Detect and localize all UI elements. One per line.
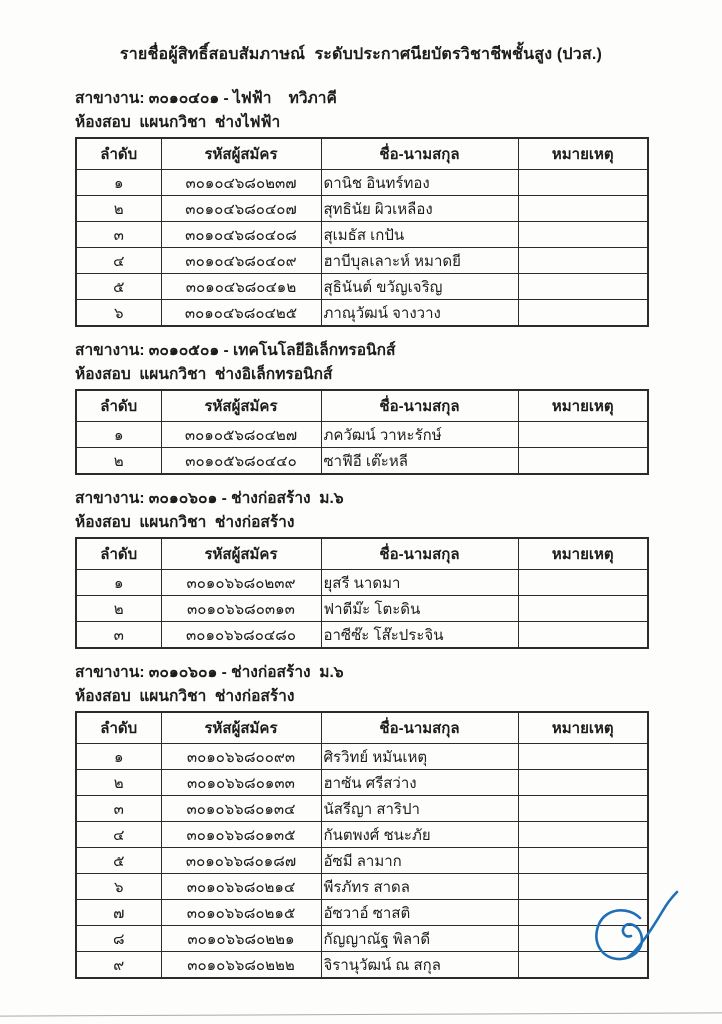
cell-remark [518,622,648,649]
cell-order-number: ๑ [76,744,161,770]
candidate-section [75,661,647,979]
table-header-row [76,538,648,570]
exam-room-label: ห้องสอบ แผนกวิชา ช่างไฟฟ้า [75,114,281,131]
cell-full-name: ศิรวิทย์ หมันเหตุ [321,744,518,770]
table-body [76,422,648,475]
cell-remark [518,300,648,327]
column-header-no: ลำดับ [76,138,161,170]
cell-applicant-code: ๓๐๑๐๖๖๘๐๒๒๑ [161,926,321,952]
cell-full-name: ฮาบีบุลเลาะห์ หมาดยี [321,248,518,274]
cell-full-name: ฮาซัน ศรีสว่าง [321,770,518,796]
cell-remark [518,222,648,248]
table-row [76,874,648,900]
cell-order-number: ๒ [76,196,161,222]
cell-order-number: ๒ [76,770,161,796]
cell-applicant-code: ๓๐๑๐๕๖๘๐๔๒๗ [161,422,321,448]
exam-room-label: ห้องสอบ แผนกวิชา ช่างอิเล็กทรอนิกส์ [75,366,333,383]
column-header-code: รหัสผู้สมัคร [161,712,321,744]
cell-order-number: ๑ [76,422,161,448]
table-header [76,138,648,170]
column-header-name: ชื่อ-นามสกุล [321,138,518,170]
table-row [76,196,648,222]
candidate-table [75,137,649,327]
table-body [76,744,648,979]
table-row [76,448,648,475]
cell-applicant-code: ๓๐๑๐๔๖๘๐๔๐๗ [161,196,321,222]
table-row [76,822,648,848]
table-row [76,770,648,796]
document-content [0,87,722,979]
page-title: รายชื่อผู้สิทธิ์สอบสัมภาษณ์ ระดับประกาศนียบัตรวิชาชีพชั้นสูง (ปวส.) [119,46,603,63]
table-body [76,570,648,649]
table-row [76,744,648,770]
cell-order-number: ๑ [76,170,161,196]
column-header-note: หมายเหตุ [518,138,648,170]
column-header-code: รหัสผู้สมัคร [161,390,321,422]
cell-order-number: ๖ [76,300,161,327]
cell-remark [518,848,648,874]
table-row [76,274,648,300]
cell-applicant-code: ๓๐๑๐๖๖๘๐๑๓๓ [161,770,321,796]
cell-order-number: ๕ [76,848,161,874]
table-header-row [76,138,648,170]
exam-room-label: ห้องสอบ แผนกวิชา ช่างก่อสร้าง [75,514,295,531]
cell-applicant-code: ๓๐๑๐๔๖๘๐๒๓๗ [161,170,321,196]
cell-remark [518,170,648,196]
cell-order-number: ๙ [76,952,161,979]
table-header [76,712,648,744]
cell-order-number: ๓ [76,622,161,649]
cell-full-name: กัญญาณัฐ พิลาดี [321,926,518,952]
cell-remark [518,952,648,979]
column-header-name: ชื่อ-นามสกุล [321,390,518,422]
table-header-row [76,390,648,422]
cell-full-name: ภควัฒน์ วาหะรักษ์ [321,422,518,448]
column-header-note: หมายเหตุ [518,712,648,744]
cell-applicant-code: ๓๐๑๐๖๖๘๐๒๒๒ [161,952,321,979]
scan-bottom-edge [0,1012,722,1016]
cell-remark [518,422,648,448]
cell-full-name: ยุสรี นาดมา [321,570,518,596]
cell-full-name: สุทธินัย ผิวเหลือง [321,196,518,222]
cell-applicant-code: ๓๐๑๐๖๖๘๐๒๓๙ [161,570,321,596]
cell-order-number: ๖ [76,874,161,900]
cell-applicant-code: ๓๐๑๐๖๖๘๐๒๑๔ [161,874,321,900]
candidate-section [75,339,647,475]
cell-applicant-code: ๓๐๑๐๖๖๘๐๑๓๔ [161,796,321,822]
cell-full-name: ซาฟีอี เต๊ะหลี [321,448,518,475]
candidate-table [75,711,649,979]
cell-remark [518,900,648,926]
cell-remark [518,822,648,848]
table-row [76,422,648,448]
program-label: สาขางาน: ๓๐๑๐๖๐๑ - ช่างก่อสร้าง ม.๖ [75,490,344,507]
cell-full-name: กันตพงศ์ ชนะภัย [321,822,518,848]
table-row [76,222,648,248]
cell-applicant-code: ๓๐๑๐๔๖๘๐๔๐๙ [161,248,321,274]
cell-remark [518,926,648,952]
cell-full-name: สุธินันต์ ขวัญเจริญ [321,274,518,300]
table-row [76,848,648,874]
table-row [76,926,648,952]
table-row [76,596,648,622]
cell-remark [518,248,648,274]
cell-order-number: ๓ [76,796,161,822]
table-header [76,390,648,422]
cell-order-number: ๗ [76,900,161,926]
table-row [76,570,648,596]
candidate-table [75,389,649,475]
cell-remark [518,274,648,300]
table-header-row [76,712,648,744]
cell-full-name: นัสรีญา สาริปา [321,796,518,822]
cell-order-number: ๔ [76,248,161,274]
cell-applicant-code: ๓๐๑๐๖๖๘๐๐๙๓ [161,744,321,770]
cell-remark [518,874,648,900]
table-row [76,900,648,926]
sections [75,87,647,979]
table-row [76,248,648,274]
cell-order-number: ๓ [76,222,161,248]
cell-applicant-code: ๓๐๑๐๔๖๘๐๔๒๕ [161,300,321,327]
cell-order-number: ๒ [76,596,161,622]
cell-remark [518,570,648,596]
column-header-name: ชื่อ-นามสกุล [321,538,518,570]
cell-full-name: ดานิช อินทร์ทอง [321,170,518,196]
cell-remark [518,770,648,796]
table-row [76,300,648,327]
program-label: สาขางาน: ๓๐๑๐๕๐๑ - เทคโนโลยีอิเล็กทรอนิกส์ [75,342,396,359]
column-header-code: รหัสผู้สมัคร [161,138,321,170]
column-header-code: รหัสผู้สมัคร [161,538,321,570]
program-label: สาขางาน: ๓๐๑๐๔๐๑ - ไฟฟ้า ทวิภาคี [75,90,337,107]
cell-applicant-code: ๓๐๑๐๕๖๘๐๔๔๐ [161,448,321,475]
table-body [76,170,648,327]
cell-order-number: ๔ [76,822,161,848]
cell-applicant-code: ๓๐๑๐๔๖๘๐๔๑๒ [161,274,321,300]
column-header-no: ลำดับ [76,390,161,422]
table-header [76,538,648,570]
cell-order-number: ๒ [76,448,161,475]
cell-full-name: จิรานุวัฒน์ ณ สกุล [321,952,518,979]
cell-remark [518,196,648,222]
column-header-name: ชื่อ-นามสกุล [321,712,518,744]
table-row [76,796,648,822]
column-header-note: หมายเหตุ [518,538,648,570]
exam-room-label: ห้องสอบ แผนกวิชา ช่างก่อสร้าง [75,688,295,705]
cell-full-name: อาซีซ๊ะ โส๊ะประจิน [321,622,518,649]
cell-remark [518,596,648,622]
table-row [76,170,648,196]
cell-applicant-code: ๓๐๑๐๖๖๘๐๑๓๕ [161,822,321,848]
cell-applicant-code: ๓๐๑๐๖๖๘๐๔๘๐ [161,622,321,649]
cell-full-name: ฟาตีม๊ะ โตะดิน [321,596,518,622]
program-label: สาขางาน: ๓๐๑๐๖๐๑ - ช่างก่อสร้าง ม.๖ [75,664,344,681]
cell-full-name: ภาณุวัฒน์ จางวาง [321,300,518,327]
candidate-section [75,487,647,649]
cell-remark [518,796,648,822]
cell-order-number: ๑ [76,570,161,596]
column-header-note: หมายเหตุ [518,390,648,422]
cell-applicant-code: ๓๐๑๐๖๖๘๐๑๘๗ [161,848,321,874]
cell-full-name: พีรภัทร สาดล [321,874,518,900]
table-row [76,622,648,649]
table-row [76,952,648,979]
column-header-no: ลำดับ [76,712,161,744]
cell-full-name: สุเมธัส เกปัน [321,222,518,248]
cell-applicant-code: ๓๐๑๐๖๖๘๐๓๑๓ [161,596,321,622]
cell-full-name: อัซมี ลามาก [321,848,518,874]
candidate-section [75,87,647,327]
column-header-no: ลำดับ [76,538,161,570]
cell-remark [518,448,648,475]
cell-applicant-code: ๓๐๑๐๖๖๘๐๒๑๕ [161,900,321,926]
cell-remark [518,744,648,770]
cell-order-number: ๘ [76,926,161,952]
candidate-table [75,537,649,649]
cell-full-name: อัซวาอ์ ซาสติ [321,900,518,926]
cell-applicant-code: ๓๐๑๐๔๖๘๐๔๐๘ [161,222,321,248]
cell-order-number: ๕ [76,274,161,300]
